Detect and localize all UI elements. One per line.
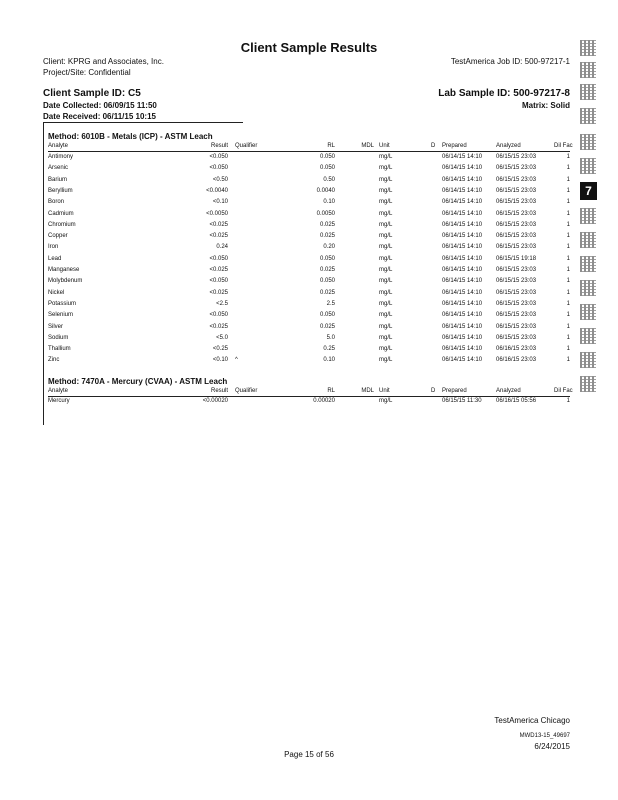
unit-cell: mg/L bbox=[379, 176, 393, 183]
qr-code-icon bbox=[580, 158, 596, 174]
rl-cell: 0.025 bbox=[319, 323, 335, 330]
date-collected: Date Collected: 06/09/15 11:50 bbox=[43, 101, 157, 110]
table-row bbox=[48, 324, 570, 335]
table-row bbox=[48, 346, 570, 357]
analyzed-cell: 06/15/15 23:03 bbox=[496, 154, 537, 160]
table-row bbox=[48, 199, 570, 210]
analyte-cell: Mercury bbox=[48, 398, 70, 404]
result-cell: <0.25 bbox=[212, 346, 228, 353]
col-qualifier: Qualifier bbox=[235, 143, 258, 149]
col-result: Result bbox=[210, 388, 228, 394]
unit-cell: mg/L bbox=[379, 346, 393, 353]
unit-cell: mg/L bbox=[379, 199, 393, 206]
dil-fac-cell: 1 bbox=[566, 255, 570, 262]
col-unit: Unit bbox=[379, 388, 390, 394]
dil-fac-cell: 1 bbox=[566, 244, 570, 251]
col-prepared: Prepared bbox=[442, 143, 467, 149]
col-d: D bbox=[431, 143, 436, 149]
table-row bbox=[48, 222, 570, 233]
dil-fac-cell: 1 bbox=[566, 312, 570, 319]
analyte-cell: Cadmium bbox=[48, 210, 74, 217]
dil-fac-cell: 1 bbox=[566, 357, 570, 364]
analyte-cell: Selenium bbox=[48, 312, 74, 319]
col-dil-fac: Dil Fac bbox=[554, 388, 573, 394]
rl-cell: 0.050 bbox=[319, 165, 335, 172]
analyzed-cell: 06/15/15 23:03 bbox=[496, 244, 537, 251]
table-row bbox=[48, 244, 570, 255]
prepared-cell: 06/14/15 14:10 bbox=[442, 176, 483, 183]
method1-header-rule bbox=[48, 151, 570, 152]
prepared-cell: 06/14/15 14:10 bbox=[442, 233, 483, 240]
analyte-cell: Iron bbox=[48, 244, 59, 251]
table-row bbox=[48, 165, 570, 176]
rl-cell: 0.50 bbox=[323, 176, 335, 183]
dil-fac-cell: 1 bbox=[566, 176, 570, 183]
rl-cell: 0.25 bbox=[323, 346, 335, 353]
prepared-cell: 06/14/15 14:10 bbox=[442, 165, 483, 172]
analyzed-cell: 06/15/15 23:03 bbox=[496, 300, 537, 307]
qr-code-icon bbox=[580, 256, 596, 272]
method1-title: Method: 6010B - Metals (ICP) - ASTM Leach bbox=[48, 132, 213, 141]
method2-title: Method: 7470A - Mercury (CVAA) - ASTM Leach bbox=[48, 377, 228, 386]
qr-code-icon bbox=[580, 208, 596, 224]
col-analyte: Analyte bbox=[48, 143, 69, 149]
prepared-cell: 06/15/15 11:30 bbox=[442, 398, 482, 404]
analyzed-cell: 06/15/15 23:03 bbox=[496, 210, 537, 217]
unit-cell: mg/L bbox=[379, 323, 393, 330]
table-row bbox=[48, 256, 570, 267]
dil-fac-cell: 1 bbox=[566, 154, 570, 160]
analyzed-cell: 06/15/15 23:03 bbox=[496, 165, 537, 172]
result-cell: <0.025 bbox=[209, 233, 228, 240]
table-row bbox=[48, 188, 570, 199]
unit-cell: mg/L bbox=[379, 154, 393, 160]
table-row bbox=[48, 278, 570, 289]
rl-cell: 0.00020 bbox=[313, 398, 335, 404]
analyte-cell: Copper bbox=[48, 233, 68, 240]
qr-code-icon bbox=[580, 134, 596, 150]
analyzed-cell: 06/15/15 23:03 bbox=[496, 199, 537, 206]
qr-code-icon bbox=[580, 108, 596, 124]
unit-cell: mg/L bbox=[379, 210, 393, 217]
unit-cell: mg/L bbox=[379, 300, 393, 307]
dil-fac-cell: 1 bbox=[566, 221, 570, 228]
rl-cell: 0.050 bbox=[319, 255, 335, 262]
table-row bbox=[48, 177, 570, 188]
rl-cell: 0.0050 bbox=[316, 210, 335, 217]
result-cell: <2.5 bbox=[216, 300, 228, 307]
result-cell: <0.025 bbox=[209, 267, 228, 273]
prepared-cell: 06/14/15 14:10 bbox=[442, 267, 483, 273]
analyzed-cell: 06/15/15 23:03 bbox=[496, 289, 537, 296]
analyte-cell: Chromium bbox=[48, 221, 76, 228]
unit-cell: mg/L bbox=[379, 289, 393, 296]
analyte-cell: Molybdenum bbox=[48, 278, 83, 285]
analyte-cell: Lead bbox=[48, 255, 62, 262]
analyzed-cell: 06/15/15 23:03 bbox=[496, 312, 537, 319]
qr-code-icon bbox=[580, 84, 596, 100]
result-cell: <0.50 bbox=[212, 176, 228, 183]
method1-column-headers bbox=[48, 143, 573, 154]
dil-fac-cell: 1 bbox=[566, 199, 570, 206]
lab-name: TestAmerica Chicago bbox=[494, 716, 570, 725]
col-d: D bbox=[431, 388, 436, 394]
analyzed-cell: 06/15/15 23:03 bbox=[496, 187, 537, 194]
rl-cell: 0.050 bbox=[319, 154, 335, 160]
prepared-cell: 06/14/15 14:10 bbox=[442, 221, 483, 228]
result-cell: <0.025 bbox=[209, 221, 228, 228]
analyzed-cell: 06/16/15 23:03 bbox=[496, 357, 537, 364]
rl-cell: 0.10 bbox=[323, 199, 335, 206]
rl-cell: 0.10 bbox=[323, 357, 335, 364]
dil-fac-cell: 1 bbox=[566, 300, 570, 307]
rl-cell: 0.0040 bbox=[316, 187, 335, 194]
rl-cell: 0.20 bbox=[323, 244, 335, 251]
unit-cell: mg/L bbox=[379, 165, 393, 172]
rl-cell: 0.050 bbox=[319, 278, 335, 285]
unit-cell: mg/L bbox=[379, 244, 393, 251]
col-qualifier: Qualifier bbox=[235, 388, 258, 394]
col-mdl: MDL bbox=[361, 143, 374, 149]
lab-sample-id: Lab Sample ID: 500-97217-8 bbox=[438, 88, 570, 99]
table-row bbox=[48, 398, 570, 409]
dil-fac-cell: 1 bbox=[566, 334, 570, 341]
dil-fac-cell: 1 bbox=[566, 289, 570, 296]
table-row bbox=[48, 267, 570, 278]
col-analyzed: Analyzed bbox=[496, 388, 521, 394]
result-cell: <0.10 bbox=[212, 199, 228, 206]
analyzed-cell: 06/15/15 23:03 bbox=[496, 176, 537, 183]
qr-code-icon bbox=[580, 304, 596, 320]
footer-date: 6/24/2015 bbox=[534, 742, 570, 751]
qr-code-icon bbox=[580, 280, 596, 296]
prepared-cell: 06/14/15 14:10 bbox=[442, 289, 483, 296]
dil-fac-cell: 1 bbox=[566, 323, 570, 330]
col-analyzed: Analyzed bbox=[496, 143, 521, 149]
qr-code-icon bbox=[580, 232, 596, 248]
dil-fac-cell: 1 bbox=[566, 187, 570, 194]
rl-cell: 2.5 bbox=[326, 300, 335, 307]
analyte-cell: Antimony bbox=[48, 154, 74, 160]
document-id: MWD13-15_49697 bbox=[519, 733, 570, 739]
col-analyte: Analyte bbox=[48, 388, 69, 394]
prepared-cell: 06/14/15 14:10 bbox=[442, 323, 483, 330]
unit-cell: mg/L bbox=[379, 255, 393, 262]
analyzed-cell: 06/15/15 23:03 bbox=[496, 334, 537, 341]
dil-fac-cell: 1 bbox=[566, 398, 570, 404]
unit-cell: mg/L bbox=[379, 357, 393, 364]
client-name: Client: KPRG and Associates, Inc. bbox=[43, 57, 164, 66]
date-received: Date Received: 06/11/15 10:15 bbox=[43, 112, 156, 121]
qr-code-icon bbox=[580, 376, 596, 392]
analyte-cell: Thallium bbox=[48, 346, 71, 353]
prepared-cell: 06/14/15 14:10 bbox=[442, 346, 483, 353]
job-id: TestAmerica Job ID: 500-97217-1 bbox=[450, 57, 570, 66]
analyzed-cell: 06/15/15 19:18 bbox=[496, 255, 537, 262]
analyte-cell: Nickel bbox=[48, 289, 65, 296]
col-dil-fac: Dil Fac bbox=[554, 143, 573, 149]
prepared-cell: 06/14/15 14:10 bbox=[442, 199, 483, 206]
unit-cell: mg/L bbox=[379, 278, 393, 285]
unit-cell: mg/L bbox=[379, 312, 393, 319]
result-cell: 0.24 bbox=[216, 244, 228, 251]
result-cell: <5.0 bbox=[216, 334, 228, 341]
analyzed-cell: 06/16/15 23:03 bbox=[496, 346, 537, 353]
rl-cell: 5.0 bbox=[326, 334, 335, 341]
prepared-cell: 06/14/15 14:10 bbox=[442, 357, 483, 364]
col-unit: Unit bbox=[379, 143, 390, 149]
col-rl: RL bbox=[327, 388, 335, 394]
dil-fac-cell: 1 bbox=[566, 165, 570, 172]
page-title: Client Sample Results bbox=[240, 40, 378, 55]
rl-cell: 0.050 bbox=[319, 312, 335, 319]
prepared-cell: 06/14/15 14:10 bbox=[442, 300, 483, 307]
unit-cell: mg/L bbox=[379, 267, 393, 273]
prepared-cell: 06/14/15 14:10 bbox=[442, 244, 483, 251]
matrix: Matrix: Solid bbox=[521, 101, 570, 110]
result-cell: <0.0040 bbox=[206, 187, 228, 194]
prepared-cell: 06/14/15 14:10 bbox=[442, 187, 483, 194]
table-row bbox=[48, 357, 570, 368]
table-row bbox=[48, 290, 570, 301]
header-divider bbox=[43, 122, 243, 123]
analyte-cell: Silver bbox=[48, 323, 64, 330]
rl-cell: 0.025 bbox=[319, 221, 335, 228]
analyte-cell: Arsenic bbox=[48, 165, 69, 172]
analyzed-cell: 06/15/15 23:03 bbox=[496, 323, 537, 330]
prepared-cell: 06/14/15 14:10 bbox=[442, 255, 483, 262]
left-margin-rule bbox=[43, 122, 44, 425]
prepared-cell: 06/14/15 14:10 bbox=[442, 210, 483, 217]
result-cell: <0.025 bbox=[209, 323, 228, 330]
table-row bbox=[48, 233, 570, 244]
result-cell: <0.10 bbox=[212, 357, 228, 364]
qr-code-icon bbox=[580, 352, 596, 368]
prepared-cell: 06/14/15 14:10 bbox=[442, 154, 483, 160]
table-row bbox=[48, 301, 570, 312]
prepared-cell: 06/14/15 14:10 bbox=[442, 312, 483, 319]
analyzed-cell: 06/16/15 05:56 bbox=[496, 398, 537, 404]
dil-fac-cell: 1 bbox=[566, 278, 570, 285]
analyzed-cell: 06/15/15 23:03 bbox=[496, 267, 537, 273]
result-cell: <0.050 bbox=[209, 165, 228, 172]
qr-code-icon bbox=[580, 40, 596, 56]
rl-cell: 0.025 bbox=[319, 233, 335, 240]
result-cell: <0.050 bbox=[209, 312, 228, 319]
unit-cell: mg/L bbox=[379, 398, 393, 404]
analyte-cell: Beryllium bbox=[48, 187, 73, 194]
page-number: Page 15 of 56 bbox=[284, 750, 334, 759]
table-row bbox=[48, 312, 570, 323]
col-result: Result bbox=[210, 143, 228, 149]
col-mdl: MDL bbox=[361, 388, 374, 394]
qr-code-icon bbox=[580, 62, 596, 78]
analyte-cell: Zinc bbox=[48, 357, 60, 364]
col-prepared: Prepared bbox=[442, 388, 467, 394]
result-cell: <0.0050 bbox=[206, 210, 228, 217]
table-row bbox=[48, 211, 570, 222]
method2-header-rule bbox=[48, 396, 570, 397]
result-cell: <0.025 bbox=[209, 289, 228, 296]
project-site: Project/Site: Confidential bbox=[43, 68, 131, 77]
rl-cell: 0.025 bbox=[319, 289, 335, 296]
col-rl: RL bbox=[327, 143, 335, 149]
analyzed-cell: 06/15/15 23:03 bbox=[496, 233, 537, 240]
qualifier-cell: ^ bbox=[235, 357, 238, 364]
analyte-cell: Barium bbox=[48, 176, 68, 183]
result-cell: <0.00020 bbox=[202, 398, 228, 404]
dil-fac-cell: 1 bbox=[566, 346, 570, 353]
unit-cell: mg/L bbox=[379, 334, 393, 341]
qr-code-icon bbox=[580, 328, 596, 344]
unit-cell: mg/L bbox=[379, 221, 393, 228]
analyte-cell: Potassium bbox=[48, 300, 77, 307]
result-cell: <0.050 bbox=[209, 278, 228, 285]
table-row bbox=[48, 154, 570, 165]
table-row bbox=[48, 335, 570, 346]
prepared-cell: 06/14/15 14:10 bbox=[442, 278, 483, 285]
section-tab-marker: 7 bbox=[580, 182, 597, 200]
analyzed-cell: 06/15/15 23:03 bbox=[496, 278, 537, 285]
analyte-cell: Boron bbox=[48, 199, 65, 206]
analyte-cell: Manganese bbox=[48, 267, 80, 273]
rl-cell: 0.025 bbox=[319, 267, 335, 273]
result-cell: <0.050 bbox=[209, 154, 228, 160]
dil-fac-cell: 1 bbox=[566, 210, 570, 217]
unit-cell: mg/L bbox=[379, 187, 393, 194]
prepared-cell: 06/14/15 14:10 bbox=[442, 334, 483, 341]
result-cell: <0.050 bbox=[209, 255, 228, 262]
unit-cell: mg/L bbox=[379, 233, 393, 240]
analyte-cell: Sodium bbox=[48, 334, 69, 341]
dil-fac-cell: 1 bbox=[566, 233, 570, 240]
analyzed-cell: 06/15/15 23:03 bbox=[496, 221, 537, 228]
client-sample-id: Client Sample ID: C5 bbox=[43, 88, 141, 99]
dil-fac-cell: 1 bbox=[566, 267, 570, 273]
